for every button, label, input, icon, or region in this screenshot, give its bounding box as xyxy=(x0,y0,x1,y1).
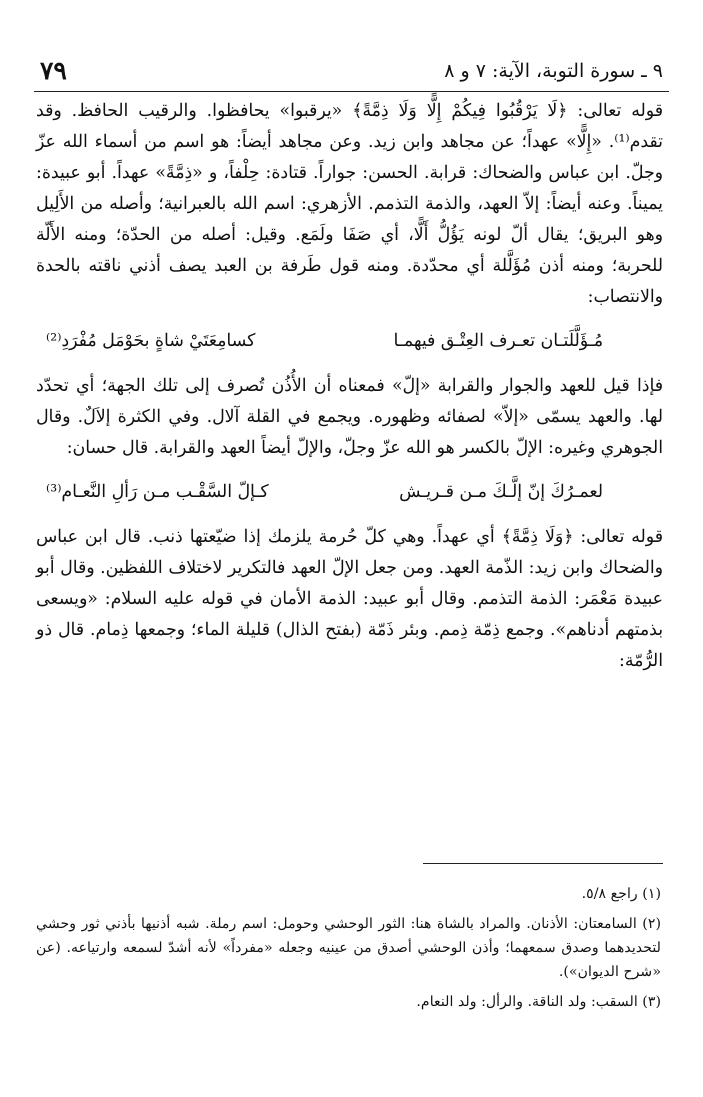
paragraph: فإذا قيل للعهد والجوار والقرابة «إلّ» فمعناه أن الأُذُن تُصرف إلى تلك الجهة؛ أي تحدّد لها. والعهد يسمّى «إلاّ» لصفائه وظهوره. ويجمع في القلة آلال. وفي الكثرة إلاَلٌ. وقال الجوهري وغيره: الإلّ بالكسر هو الله عزّ وجلّ، والإلّ أيضاً العهد والقرابة. قال حسان: xyxy=(36,376,663,458)
page-number: ٧٩ xyxy=(40,56,67,85)
footnote: (٢) السامعتان: الأذنان. والمراد بالشاة هنا: الثور الوحشي وحومل: اسم رملة. شبه أذنيها بأذني ثور وحشي لتحديدهما وصدق سمعهما؛ وأذن الوحشي أصدق من عينيه وجعله «مفرداً» لأنه أشدّ لسمعه وارتياعه. (عن «شرح الديوان»). xyxy=(36,916,661,980)
footnote-separator xyxy=(423,863,663,864)
page-header xyxy=(40,58,663,92)
verse-first-hemistich: لعمـرُكَ إنّ إلَّـكَ مـن قـريـش xyxy=(399,482,603,502)
paragraph: قوله تعالى: ﴿وَلَا ذِمَّةً﴾ أي عهداً. وهي كلّ حُرمة يلزمك إذا ضيّعتها ذنب. قال ابن عباس والضحاك وابن زيد: الذّمة العهد. ومن جعل الإلّ العهد فالتكرير لاختلاف اللفظين. وقال أبو عبيدة مَعْمَر: الذمة التذمم. وقال أبو عبيد: الذمة الأمان في قوله عليه السلام: «ويسعى بذمتهم أدناهم». وجمع ذِمّة ذِمم. وبئر ذَمّة (بفتح الذال) قليلة الماء؛ وجمعها ذِمام. قال ذو الرُّمّة: xyxy=(36,527,663,671)
verse-second-hemistich: كسامِعَتَيْ شاةٍ بحَوْمَل مُفْرَدِ⁽²⁾ xyxy=(46,331,256,351)
footnote: (٣) السقب: ولد الناقة. والرأل: ولد النعام. xyxy=(416,994,661,1010)
main-text xyxy=(36,96,663,677)
verse-first-hemistich: مُـؤَلَّلَتـان تعـرف العِتْـق فيهمـا xyxy=(393,331,603,351)
header-rule xyxy=(34,91,669,92)
verse-line xyxy=(36,470,663,514)
verse-line xyxy=(36,319,663,363)
footnote: (١) راجع ٥/٨. xyxy=(581,886,661,902)
verse-second-hemistich: كـإلّ السَّقْـب مـن رَألِ النَّعـام⁽³⁾ xyxy=(46,482,269,502)
footnotes xyxy=(36,882,661,1020)
paragraph: قوله تعالى: ﴿لَا يَرْقُبُوا فِيكُمْ إِلًّا وَلَا ذِمَّةً﴾ «يرقبوا» يحافظوا. والرقيب الحافظ. وقد تقدم⁽¹⁾. «إِلًّا» عهداً؛ عن مجاهد وابن زيد. وعن مجاهد أيضاً: هو اسم من أسماء الله عزّ وجلّ. ابن عباس والضحاك: قرابة. الحسن: جواراً. قتادة: حِلْفاً، و «ذِمَّةً» عهداً. أبو عبيدة: يميناً. وعنه أيضاً: إلاّ العهد، والذمة التذمم. الأزهري: اسم الله بالعبرانية؛ وأصله من الأَلِيل وهو البريق؛ يقال ألّ لونه يَؤُلُّ أَلًّا، أي صَفَا ولَمَع. وقيل: أصله من الحدّة؛ ومنه الأَلّة للحربة؛ ومنه أذن مُؤَلَّلة أي محدّدة. ومنه قول طَرفة بن العبد يصف أذني ناقته بالحدة والانتصاب: xyxy=(36,101,663,307)
running-title: ٩ ـ سورة التوبة، الآية: ٧ و ٨ xyxy=(444,60,663,82)
